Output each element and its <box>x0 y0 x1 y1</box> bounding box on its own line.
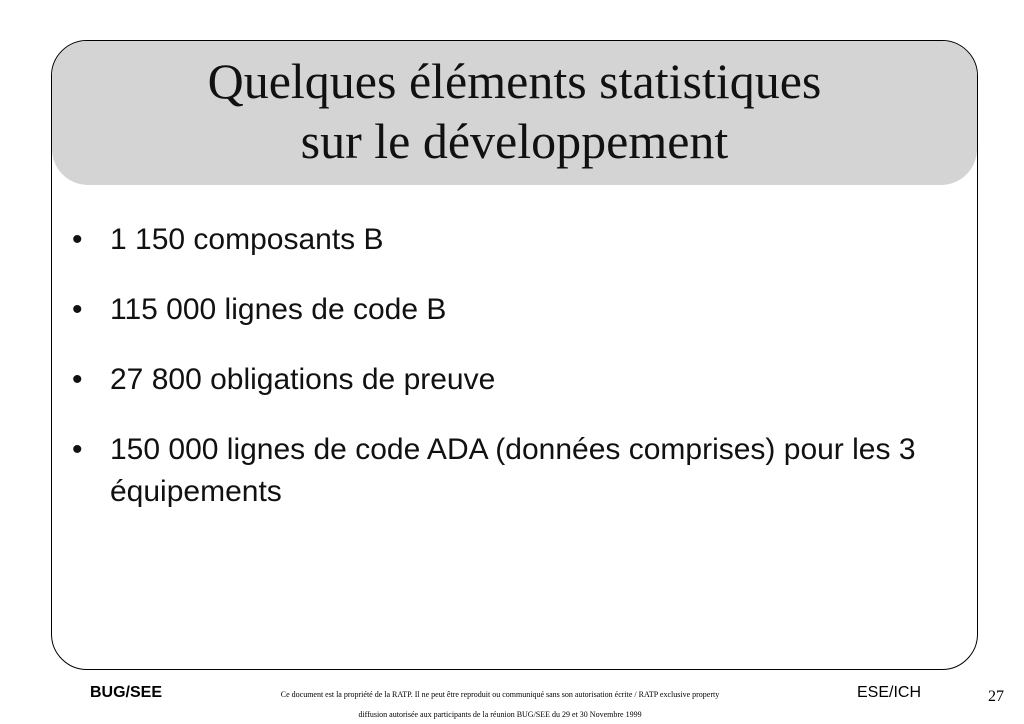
page-number: 27 <box>988 688 1004 705</box>
bullet-text-4: 150 000 lignes de code ADA (données comprises) pour les 3 équipements <box>110 433 916 508</box>
bullet-text-2: 115 000 lignes de code B <box>110 293 447 326</box>
title-band <box>52 41 977 185</box>
slide-title <box>52 51 977 171</box>
bullet-item-2 <box>72 289 952 331</box>
footer-notice-line-1: Ce document est la propriété de la RATP. Il ne peut être reproduit ou communiqué sans son autorisation écrite / RATP exclusive property <box>280 690 720 699</box>
slide-title-line-1: Quelques éléments statistiques <box>207 53 822 109</box>
footer-left-label: BUG/SEE <box>90 684 163 701</box>
bullet-dot: • <box>72 223 83 256</box>
bullet-item-1 <box>72 219 952 261</box>
bullet-dot: • <box>72 293 83 326</box>
footer-notice <box>200 685 800 724</box>
bullet-item-4 <box>72 429 952 513</box>
bullet-text-1: 1 150 composants B <box>110 223 384 256</box>
slide-frame <box>51 40 978 670</box>
bullet-dot: • <box>72 363 83 396</box>
bullet-dot: • <box>72 433 83 466</box>
bullet-list <box>72 219 952 541</box>
footer-notice-line-2: diffusion autorisée aux participants de la réunion BUG/SEE du 29 et 30 Novembre 1999 <box>358 710 642 719</box>
footer-right-label: ESE/ICH <box>857 684 922 701</box>
bullet-text-3: 27 800 obligations de preuve <box>110 363 496 396</box>
bullet-item-3 <box>72 359 952 401</box>
slide-title-line-2: sur le développement <box>300 113 729 169</box>
